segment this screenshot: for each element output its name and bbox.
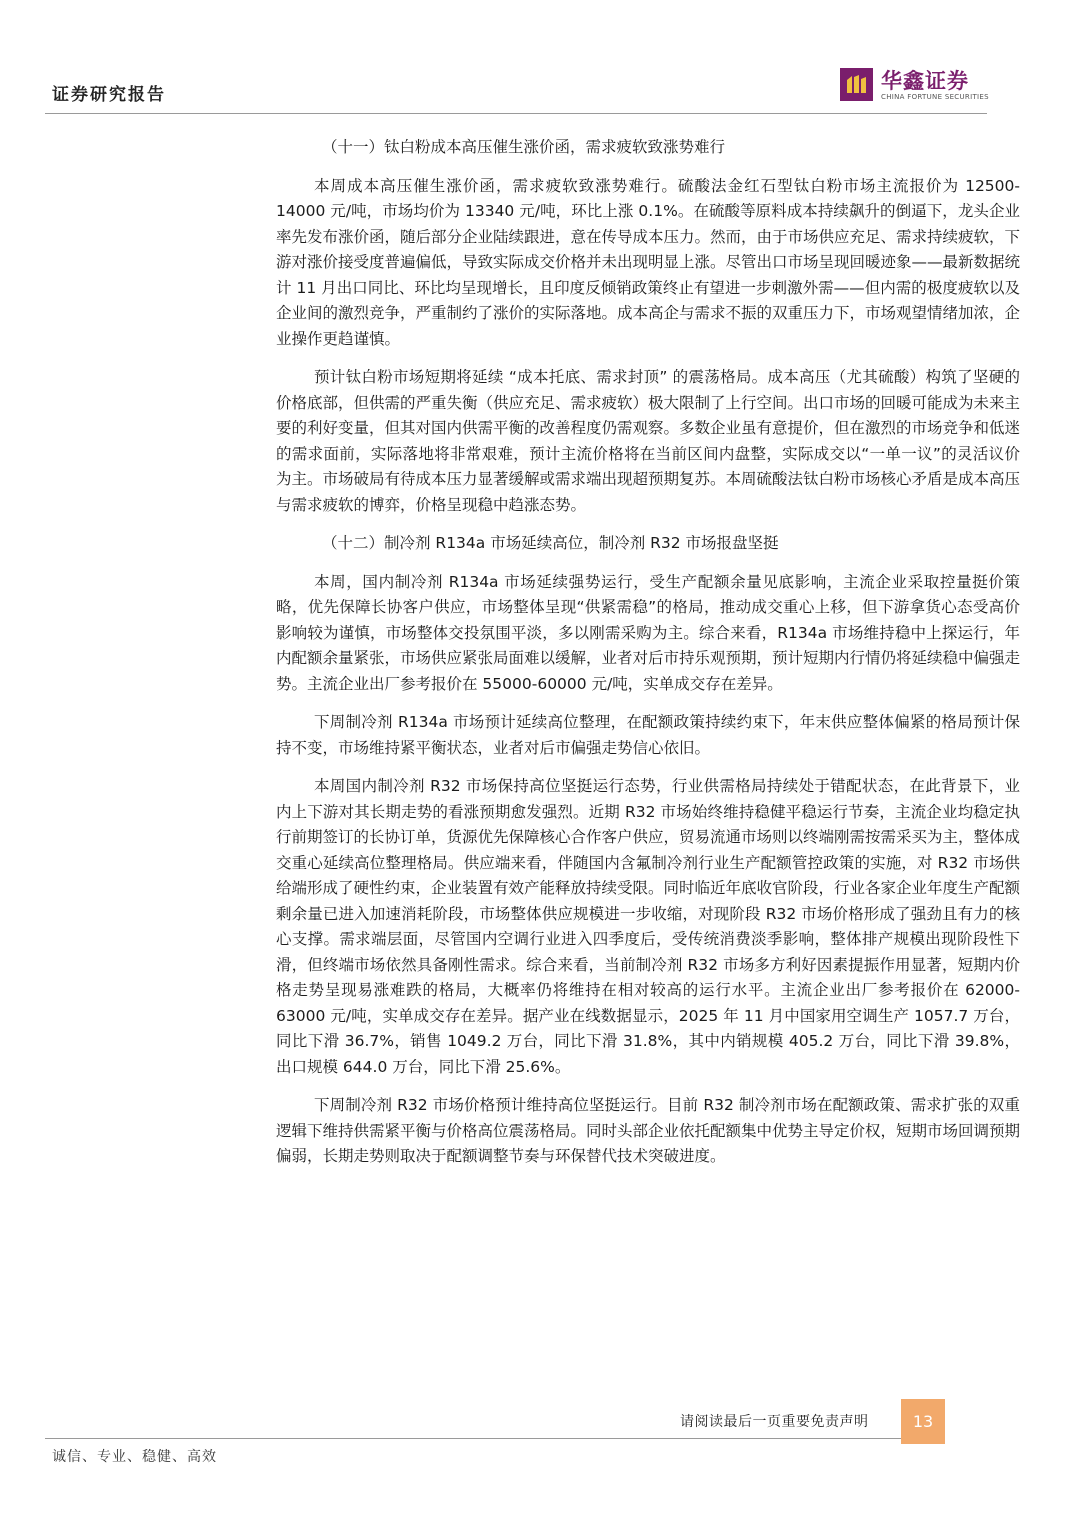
- footer-divider: [45, 1438, 901, 1439]
- paragraph: 本周国内制冷剂 R32 市场保持高位坚挺运行态势，行业供需格局持续处于错配状态，在此背景下，业内上下游对其长期走势的看涨预期愈发强烈。近期 R32 市场始终维持稳健平稳运行节奏，主流企业均稳定执行前期签订的长协订单，货源优先保障核心合作客户供应，贸易流通市场则以终端刚需按需采买为主，整体成交重心延续高位整理格局。供应端来看，伴随国内含氟制冷剂行业生产配额管控政策的实施，对 R32 市场供给端形成了硬性约束，企业装置有效产能释放持续受限。同时临近年底收官阶段，行业各家企业年度生产配额剩余量已进入加速消耗阶段，市场整体供应规模进一步收缩，对现阶段 R32 市场价格形成了强劲且有力的核心支撑。需求端层面，尽管国内空调行业进入四季度后，受传统消费淡季影响，整体排产规模出现阶段性下滑，但终端市场依然具备刚性需求。综合来看，当前制冷剂 R32 市场多方利好因素提振作用显著，短期内价格走势呈现易涨难跌的格局，大概率仍将维持在相对较高的运行水平。主流企业出厂参考报价在 62000-63000 元/吨，实单成交存在差异。据产业在线数据显示，2025 年 11 月中国家用空调生产 1057.7 万台，同比下滑 36.7%，销售 1049.2 万台，同比下滑 31.8%，其中内销规模 405.2 万台，同比下滑 39.8%，出口规模 644.0 万台，同比下滑 25.6%。: [276, 777, 1021, 1076]
- company-logo: [840, 66, 990, 106]
- page-number-badge: 13: [901, 1399, 945, 1444]
- paragraph: 下周制冷剂 R134a 市场预计延续高位整理，在配额政策持续约束下，年末供应整体偏紧的格局预计保持不变，市场维持紧平衡状态，业者对后市偏强走势信心依旧。: [276, 713, 1020, 757]
- report-type-label: 证券研究报告: [52, 85, 166, 105]
- logo-english-name: CHINA FORTUNE SECURITIES: [881, 93, 989, 101]
- header-divider: [45, 113, 987, 114]
- logo-chinese-name: 华鑫证券: [881, 69, 969, 93]
- logo-mark-icon: [840, 68, 873, 101]
- disclaimer-notice: 请阅读最后一页重要免责声明: [680, 1414, 869, 1430]
- paragraph: 下周制冷剂 R32 市场价格预计维持高位坚挺运行。目前 R32 制冷剂市场在配额政策、需求扩张的双重逻辑下维持供需紧平衡与价格高位震荡格局。同时头部企业依托配额集中优势主导定价权，短期市场回调预期偏弱，长期走势则取决于配额调整节奏与环保替代技术突破进度。: [276, 1096, 1021, 1165]
- report-body: [276, 135, 1020, 1170]
- paragraph: 本周成本高压催生涨价函，需求疲软致涨势难行。硫酸法金红石型钛白粉市场主流报价为 12500-14000 元/吨，市场均价为 13340 元/吨，环比上涨 0.1%。在硫酸等原料成本持续飙升的倒逼下，龙头企业率先发布涨价函，随后部分企业陆续跟进，意在传导成本压力。然而，由于市场供应充足、需求持续疲软，下游对涨价接受度普遍偏低，导致实际成交价格并未出现明显上涨。尽管出口市场呈现回暖迹象——最新数据统计 11 月出口同比、环比均呈现增长，且印度反倾销政策终止有望进一步刺激外需——但内需的极度疲软以及企业间的激烈竞争，严重制约了涨价的实际落地。成本高企与需求不振的双重压力下，市场观望情绪加浓，企业操作更趋谨慎。: [276, 176, 1021, 348]
- paragraph: 本周，国内制冷剂 R134a 市场延续强势运行，受生产配额余量见底影响，主流企业采取控量挺价策略，优先保障长协客户供应，市场整体呈现“供紧需稳”的格局，推动成交重心上移，但下游拿货心态受高价影响较为谨慎，市场整体交投氛围平淡，多以刚需采购为主。综合来看，R134a 市场维持稳中上探运行，年内配额余量紧张，市场供应紧张局面难以缓解，业者对后市持乐观预期，预计短期内行情仍将延续稳中偏强走势。主流企业出厂参考报价在 55000-60000 元/吨，实单成交存在差异。: [276, 572, 1021, 693]
- paragraph: 预计钛白粉市场短期将延续 “成本托底、需求封顶” 的震荡格局。成本高压（尤其硫酸）构筑了坚硬的价格底部，但供需的严重失衡（供应充足、需求疲软）极大限制了上行空间。出口市场的回暖可能成为未来主要的利好变量，但其对国内供需平衡的改善程度仍需观察。多数企业虽有意提价，但在激烈的市场竞争和低迷的需求面前，实际落地将非常艰难，预计主流价格将在当前区间内盘整，实际成交以“一单一议”的灵活议价为主。市场破局有待成本压力显著缓解或需求端出现超预期复苏。本周硫酸法钛白粉市场核心矛盾是成本高压与需求疲软的博弈，价格呈现稳中趋涨态势。: [276, 368, 1021, 514]
- section-title: （十二）制冷剂 R134a 市场延续高位，制冷剂 R32 市场报盘坚挺: [322, 534, 779, 552]
- company-motto: 诚信、专业、稳健、高效: [52, 1449, 217, 1465]
- section-title: （十一）钛白粉成本高压催生涨价函，需求疲软致涨势难行: [322, 138, 726, 156]
